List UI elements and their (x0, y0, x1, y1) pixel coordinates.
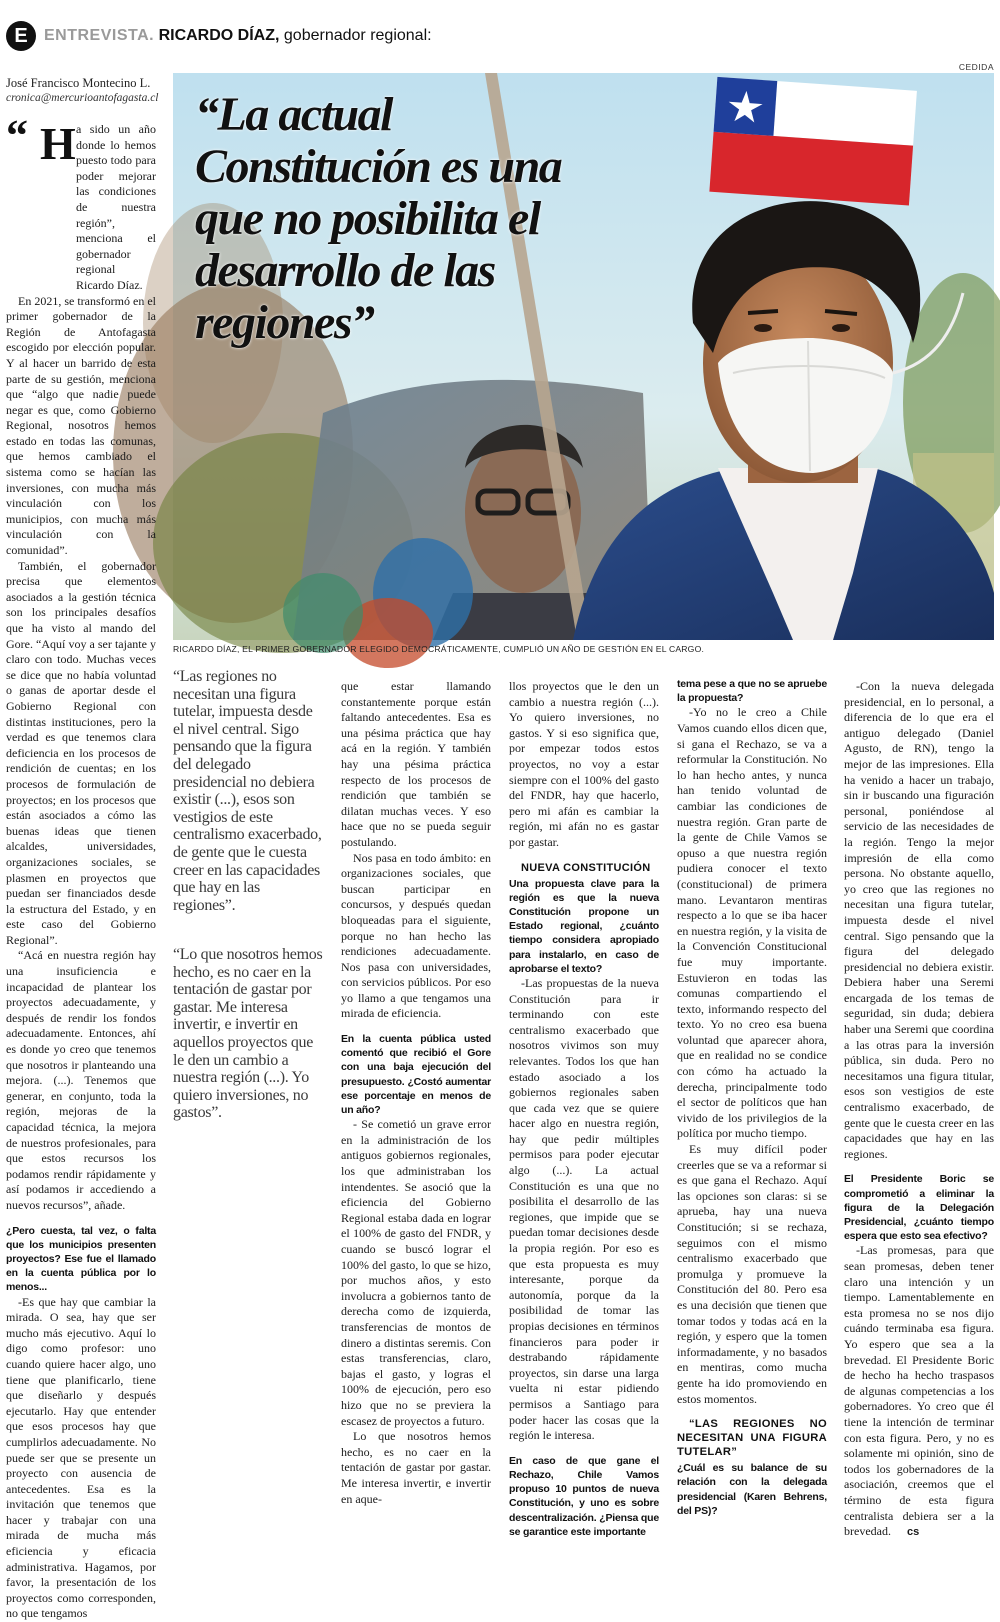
pull-quote: “Las regiones no necesitan una figura tutelar, impuesta desde el nivel central. Sigo pensando que la figura del delegado presidencial no debiera existir (...), esos son vestigios de este centralismo exacerbado, de gente que le cuesta creer en las capacidades que hay en las regiones”. (173, 668, 322, 914)
photo-caption: RICARDO DÍAZ, EL PRIMER GOBERNADOR ELEGIDO DEMOCRÁTICAMENTE, CUMPLIÓ UN AÑO DE GESTIÓN EN EL CARGO. (173, 644, 705, 654)
interview-question: En caso de que gane el Rechazo, Chile Vamos propuso 10 puntos de nueva Constitución, y uno es sobre descentralización. ¿Piensa que se garantice este importante (509, 1454, 659, 1538)
author-email: cronica@mercurioantofagasta.cl (6, 92, 159, 104)
lead-paragraph-text: a sido un año donde lo hemos puesto todo para poder mejorar las condiciones de nuestra región”, menciona el gobernador regional Ricardo Díaz. (76, 122, 156, 292)
interview-question: ¿Cuál es su balance de su relación con la delegada presidencial (Karen Behrens, del PS)? (677, 1462, 827, 1517)
subheading: NUEVA CONSTITUCIÓN (521, 861, 651, 874)
header-line (44, 27, 432, 45)
paragraph: llos proyectos que le den un cambio a nuestra región (...). Yo quiero inversiones, no gastos. Y si eso significa que, por empezar todos estos proyectos, no voy a estar siempre con el 100% del gasto del FNDR, hay que hacerlo, pero mi afán es cambiar la región, mi afán no es gastar por gastar. (509, 679, 659, 849)
interviewee-role: gobernador regional: (283, 27, 432, 44)
column-3 (341, 679, 491, 1507)
opening-quote-mark: “ (6, 111, 28, 160)
interviewee-name: RICARDO DÍAZ, (158, 27, 280, 44)
drop-cap-letter: H (40, 118, 76, 169)
column-1 (6, 111, 156, 1622)
interview-question: tema pese a que no se apruebe la propuesta? (677, 678, 828, 705)
photo-credit: CEDIDA (958, 62, 994, 72)
column-5 (677, 677, 827, 1518)
paragraph (6, 118, 156, 294)
interview-question: En la cuenta pública usted comentó que recibió el Gore con una baja ejecución del presupuesto. ¿Costó aumentar ese porcentaje en menos de un año? (341, 1033, 491, 1117)
final-paragraph-text: -Las promesas, para que sean promesas, deben tener claro una intención y un tiempo. Lamentablemente en esta promesa no se nos dijo cuándo terminaba esa figura. Yo espero que sea a la brevedad. El Presidente Boric de hecho ha hecho traspasos de algunas competencias a los gobernadores. Yo creo que él tiene la intención de terminar con esta figura. Pero, y no es solamente mi opinión, sino de todos los gobernadores de la asociación, creemos que el término de esta figura centralista debiera ser a la brevedad. (844, 1243, 994, 1539)
author-name: José Francisco Montecino L. (6, 76, 151, 90)
subheading: “LAS REGIONES NO NECESITAN UNA FIGURA TUTELAR” (677, 1418, 827, 1459)
paragraph: También, el gobernador precisa que elementos asociados a la gestión técnica son los principales desafíos que ha visto al mando del Gore. “Aquí voy a ser tajante y claro con todo. Muchas veces se dice que no había voluntad o ganas de aportar desde el Gobierno Regional con distintas instituciones, pero la verdad es que tenemos clara deficiencia en los procesos de rendición de cuentas; en los procesos de formulación de proyectos; en los procesos que están asociados a cómo las buenas ideas que tienen alcaldes, universidades, organizaciones sociales, se plasmen en proyectos que puedan ser financiados desde la estructura del Estado, y en este caso del Gobierno Regional”. (6, 558, 156, 947)
interview-question: Una propuesta clave para la región es que la nueva Constitución propone un Estado regional, ¿cuánto tiempo considera apropiado para instalarlo, en caso de aprobarse el texto? (509, 877, 659, 975)
paragraph: - Se cometió un grave error en la administración de los antiguos gobiernos regionales, los que administraban los intendentes. Se asoció que la eficiencia del Gobierno Regional estaba dada en lograr el 100% de gasto del FNDR, y cuando se buscó lograr el 100% del gasto, lo que se hizo, por muchos años, y esto involucra a gobiernos tanto de derecha como de izquierda, transferencias de montos de dinero a distintas seremis. Con estas transferencias, claro, bajas el gasto, y logras el 100% de ejecución, pero eso hizo que no se previera la escasez de proyectos a futuro. (341, 1117, 491, 1428)
paragraph (844, 1243, 994, 1540)
paragraph: que estar llamando constantemente porque están faltando antecedentes. Esa es una pésima práctica que hay acá en la región. Y también hay una pésima práctica respecto de los procesos de rendición que también se dilatan muchas veces. Y eso hace que no se pueda seguir postulando. (341, 679, 491, 849)
paragraph: En 2021, se transformó en el primer gobernador de la Región de Antofagasta escogido por elección popular. Y al hacer un barrido de esta parte de su gestión, menciona que “algo que nadie puede negar es que, como Gobierno Regional, nosotros hemos estado en todas las comunas, que hemos cambiado el sistema como se hacían las inversiones, con mucha más vinculación con los municipios, con mucha más vinculación con la comunidad”. (6, 293, 156, 558)
paragraph: Lo que nosotros hemos hecho, es no caer en la tentación de gastar por gastar. Me interesa invertir, e invertir en aque- (341, 1429, 491, 1506)
column-6 (844, 679, 994, 1541)
headline: “La actual Constitución es una que no posibilita el desarrollo de las regiones” (195, 88, 562, 349)
interview-question: El Presidente Boric se comprometió a eliminar la figura de la Delegación Presidencial, ¿cuánto tiempo espera que esto sea efectivo? (844, 1173, 994, 1243)
paragraph: Es muy difícil poder creerles que se va a reformar si es que gana el Rechazo. Aquí las opciones son claras: si se aprueba, hay una nueva Constitución; si se rechaza, seguimos con el mismo centralismo exacerbado que promulga y promueve la Constitución del 80. Pero esa es una decisión que tienen que tomar todos y todas acá en la región, y espero que la tomen informadamente, y no basados en mentiras, como mucha gente ha ido promoviendo en estos momentos. (677, 1142, 827, 1406)
byline (6, 76, 166, 106)
column-4 (509, 679, 659, 1539)
interview-question: ¿Pero cuesta, tal vez, o falta que los municipios presenten proyectos? Ese fue el llamado en la cuenta pública por lo menos... (6, 1224, 156, 1294)
paragraph: Nos pasa en todo ámbito: en organizaciones sociales, que buscan participar en concursos, y después quedan bloqueadas para el siguiente, porque no han hecho las rendiciones adecuadamente. Nos pasa con universidades, con servicios públicos. Por eso yo llamo a que tengamos una mirada de eficiencia. (341, 850, 491, 1021)
paragraph: -Con la nueva delegada presidencial, en lo personal, a diferencia de lo que era el antiguo delegado (Daniel Agusto, de RN), tengo la mejor de las impresiones. Ella ha venido a hacer un trabajo, sin ir buscando una figuración personal, poniéndose al servicio de las necesidades de la región. Tengo la mejor impresión de ella como persona. No obstante aquello, yo creo que las regiones no necesitan una figura tutelar, impuesta desde el nivel central. Sigo pensando que la figura del delegado presidencial no debiera existir. Debiera haber una Seremi encargada de los temas de seguridad, sin duda; debiera haber una Seremi que coordina a las otras para la inversión pública, sin duda. Pero no necesitamos una figura titular, esos son vestigios de este centralismo exacerbado, de gente que le cuesta creer en las capacidades que hay en las regiones. (844, 679, 994, 1161)
section-badge: E (6, 21, 36, 51)
paragraph: -Es que hay que cambiar la mirada. O sea, hay que ser mucho más ejecutivo. Aquí lo digo como profesor: uno cuando quiere hacer algo, uno tiene que planificarlo, tiene que diseñarlo y después ejecutarlo. Hay que entender que esos procesos hay que cumplirlos adecuadamente. No puede ser que se presente un proyecto con ausencia de antecedentes. Esa es la invitación que tenemos que hacer y trabajar con una mirada de mucha más eficiencia y eficacia administrativa. Hagamos, por favor, la presentación de los proyectos como corresponden, no que tengamos (6, 1294, 156, 1621)
drop-cap-block (6, 111, 156, 294)
paragraph: “Acá en nuestra región hay una insuficiencia e incapacidad de plantear los proyectos adecuadamente, y después de rendir los fondos adecuadamente. Entonces, ahí es donde yo creo que tenemos que nosotros ir planteando una mejora. (...). Tenemos que generar, en conjunto, toda la región, mejoras de la capacidad técnica, la mejora de nuestros profesionales, para que estos recursos los podamos rendir rápidamente y así podamos ir accediendo a nuevos recursos”, añade. (6, 948, 156, 1212)
section-header (6, 12, 996, 60)
paragraph: -Yo no le creo a Chile Vamos cuando ellos dicen que, si gana el Rechazo, se va a reformular la Constitución. No lo han hecho antes, y nunca han tenido voluntad de cambiar las condiciones de nuestra región. Gran parte de la gente de Chile Vamos se opuso a que nuestra región pudiera conocer el texto (constitucional) de primera mano. Levantaron mentiras respecto a lo que se iba hacer en nuestra región, y la visita de la Convención Constitucional fue muy importante. Estuvieron en todas las comunas compartiendo el texto, informando respecto del texto. Yo no creo esa buena voluntad que aparecer ahora, que en realidad no se condice con cómo ha actuado la derecha, principalmente todo el sector de políticos que han vivido de los privilegios de la política por mucho tiempo. (677, 705, 827, 1141)
main-photo (173, 73, 994, 640)
end-mark: cs (906, 1526, 920, 1539)
pull-quote: “Lo que nosotros hemos hecho, es no caer en la tentación de gastar por gastar. Me interesa invertir, e invertir en aquellos proyectos que le den un cambio a nuestra región (...). Yo quiero inversiones, no gastos”. (173, 946, 323, 1122)
section-label: ENTREVISTA. (44, 27, 155, 44)
paragraph: -Las propuestas de la nueva Constitución para ir terminando con este centralismo exacerbado que nosotros vivimos son muy relevantes. Todos los que han estado asociado a los gobiernos regionales saben que cada vez que se quiere hacer algo en nuestra región, hay que pedir múltiples permisos para poder ejecutar algo (...). La actual Constitución es una que no posibilita el desarrollo de las regiones, que impide que se puedan tomar decisiones desde la propia región. Por eso es que esta propuesta es muy interesante, porque da autonomía, porque da la posibilidad de tomar las propias decisiones en términos financieros para poder ir destrabando rápidamente proyectos, sin darse una larga vuelta ni estar pidiendo permisos a Santiago para poder hacer las cosas que la región le interesa. (509, 975, 659, 1443)
